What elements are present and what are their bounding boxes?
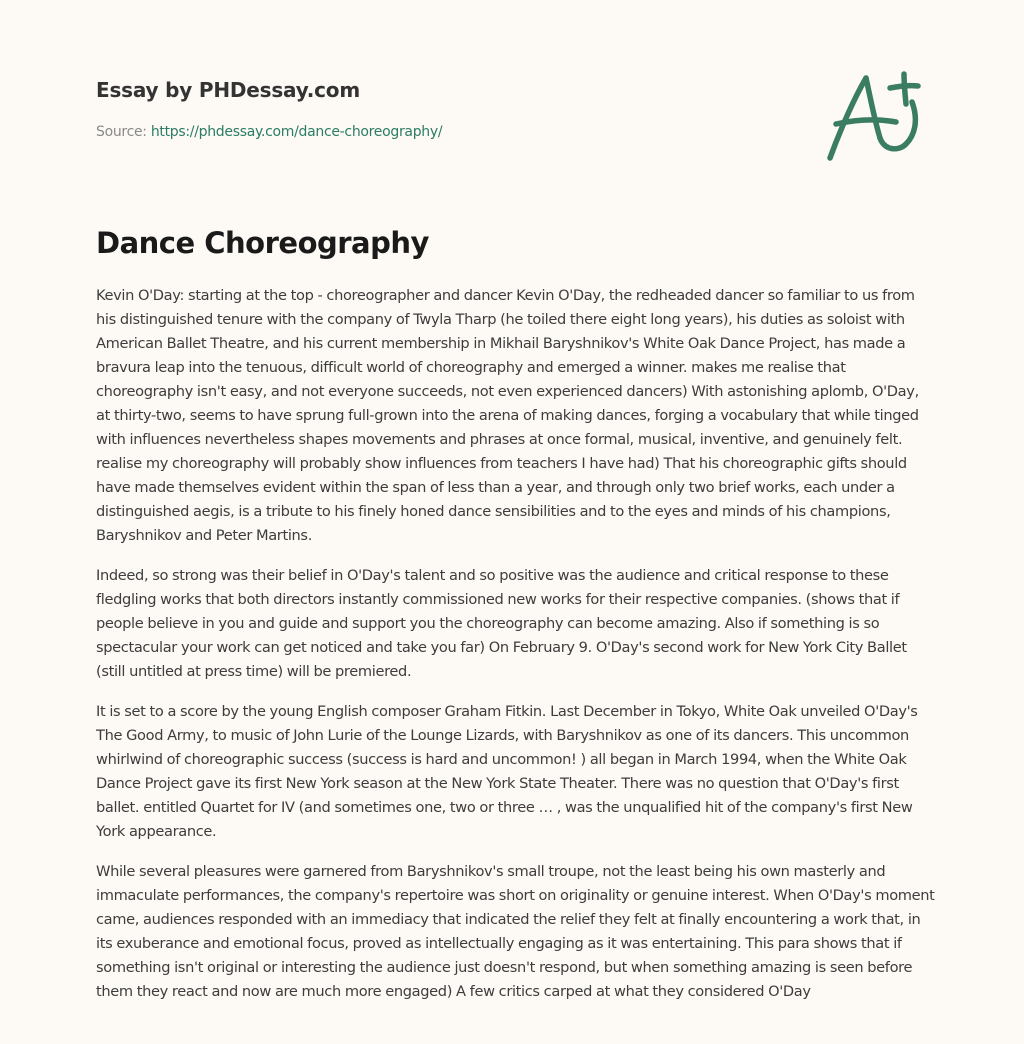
essay-content — [96, 222, 936, 1020]
essay-title: Dance Choreography — [96, 226, 429, 260]
a-plus-grade-icon — [818, 66, 930, 166]
essay-paragraph: While several pleasures were garnered from Baryshnikov's small troupe, not the least being his own masterly and immaculate performances, the company's repertoire was short on originality or genuine interest. When O'Day's moment came, audiences responded with an immediacy that indicated the relief they felt at finally encountering a work that, in its exuberance and emotional focus, proved as intellectually engaging as it was entertaining. This para shows that if something isn't original or interesting the audience just doesn't respond, but when something amazing is seen before them they react and now are much more engaged) A few critics carped at what they considered O'Day — [96, 863, 935, 1000]
source-link[interactable]: https://phdessay.com/dance-choreography/ — [150, 124, 443, 140]
page-header — [96, 76, 736, 142]
source-label: Source: — [96, 124, 147, 140]
essay-paragraph: Kevin O'Day: starting at the top - choreographer and dancer Kevin O'Day, the redheaded dancer so familiar to us from his distinguished tenure with the company of Twyla Tharp (he toiled there eight long years), his duties as soloist with American Ballet Theatre, and his current membership in Mikhail Baryshnikov's White Oak Dance Project, has made a bravura leap into the tenuous, difficult world of choreography and emerged a winner. makes me realise that choreography isn't easy, and not everyone succeeds, not even experienced dancers) With astonishing aplomb, O'Day, at thirty-two, seems to have sprung full-grown into the arena of making dances, forging a vocabulary that while tinged with influences nevertheless shapes movements and phrases at once formal, musical, inventive, and genuinely felt. realise my choreography will probably show influences from teachers I have had) That his choreographic gifts should have made themselves evident within the span of less than a year, and through only two brief works, each under a distinguished aegis, is a tribute to his finely honed dance sensibilities and to the eyes and minds of his champions, Baryshnikov and Peter Martins. — [96, 287, 919, 544]
essay-paragraph: It is set to a score by the young English composer Graham Fitkin. Last December in Tokyo, White Oak unveiled O'Day's The Good Army, to music of John Lurie of the Lounge Lizards, with Baryshnikov as one of its dancers. This uncommon whirlwind of choreographic success (success is hard and uncommon! ) all began in March 1994, when the White Oak Dance Project gave its first New York season at the New York State Theater. There was no question that O'Day's first ballet. entitled Quartet for IV (and sometimes one, two or three … , was the unqualified hit of the company's first New York appearance. — [96, 703, 918, 840]
source-line — [96, 122, 736, 142]
site-title: Essay by PHDessay.com — [96, 78, 360, 102]
essay-paragraph: Indeed, so strong was their belief in O'Day's talent and so positive was the audience and critical response to these fledgling works that both directors instantly commissioned new works for their respective companies. (shows that if people believe in you and guide and support you the choreography can become amazing. Also if something is so spectacular your work can get noticed and take you far) On February 9. O'Day's second work for New York City Ballet (still untitled at press time) will be premiered. — [96, 567, 907, 680]
